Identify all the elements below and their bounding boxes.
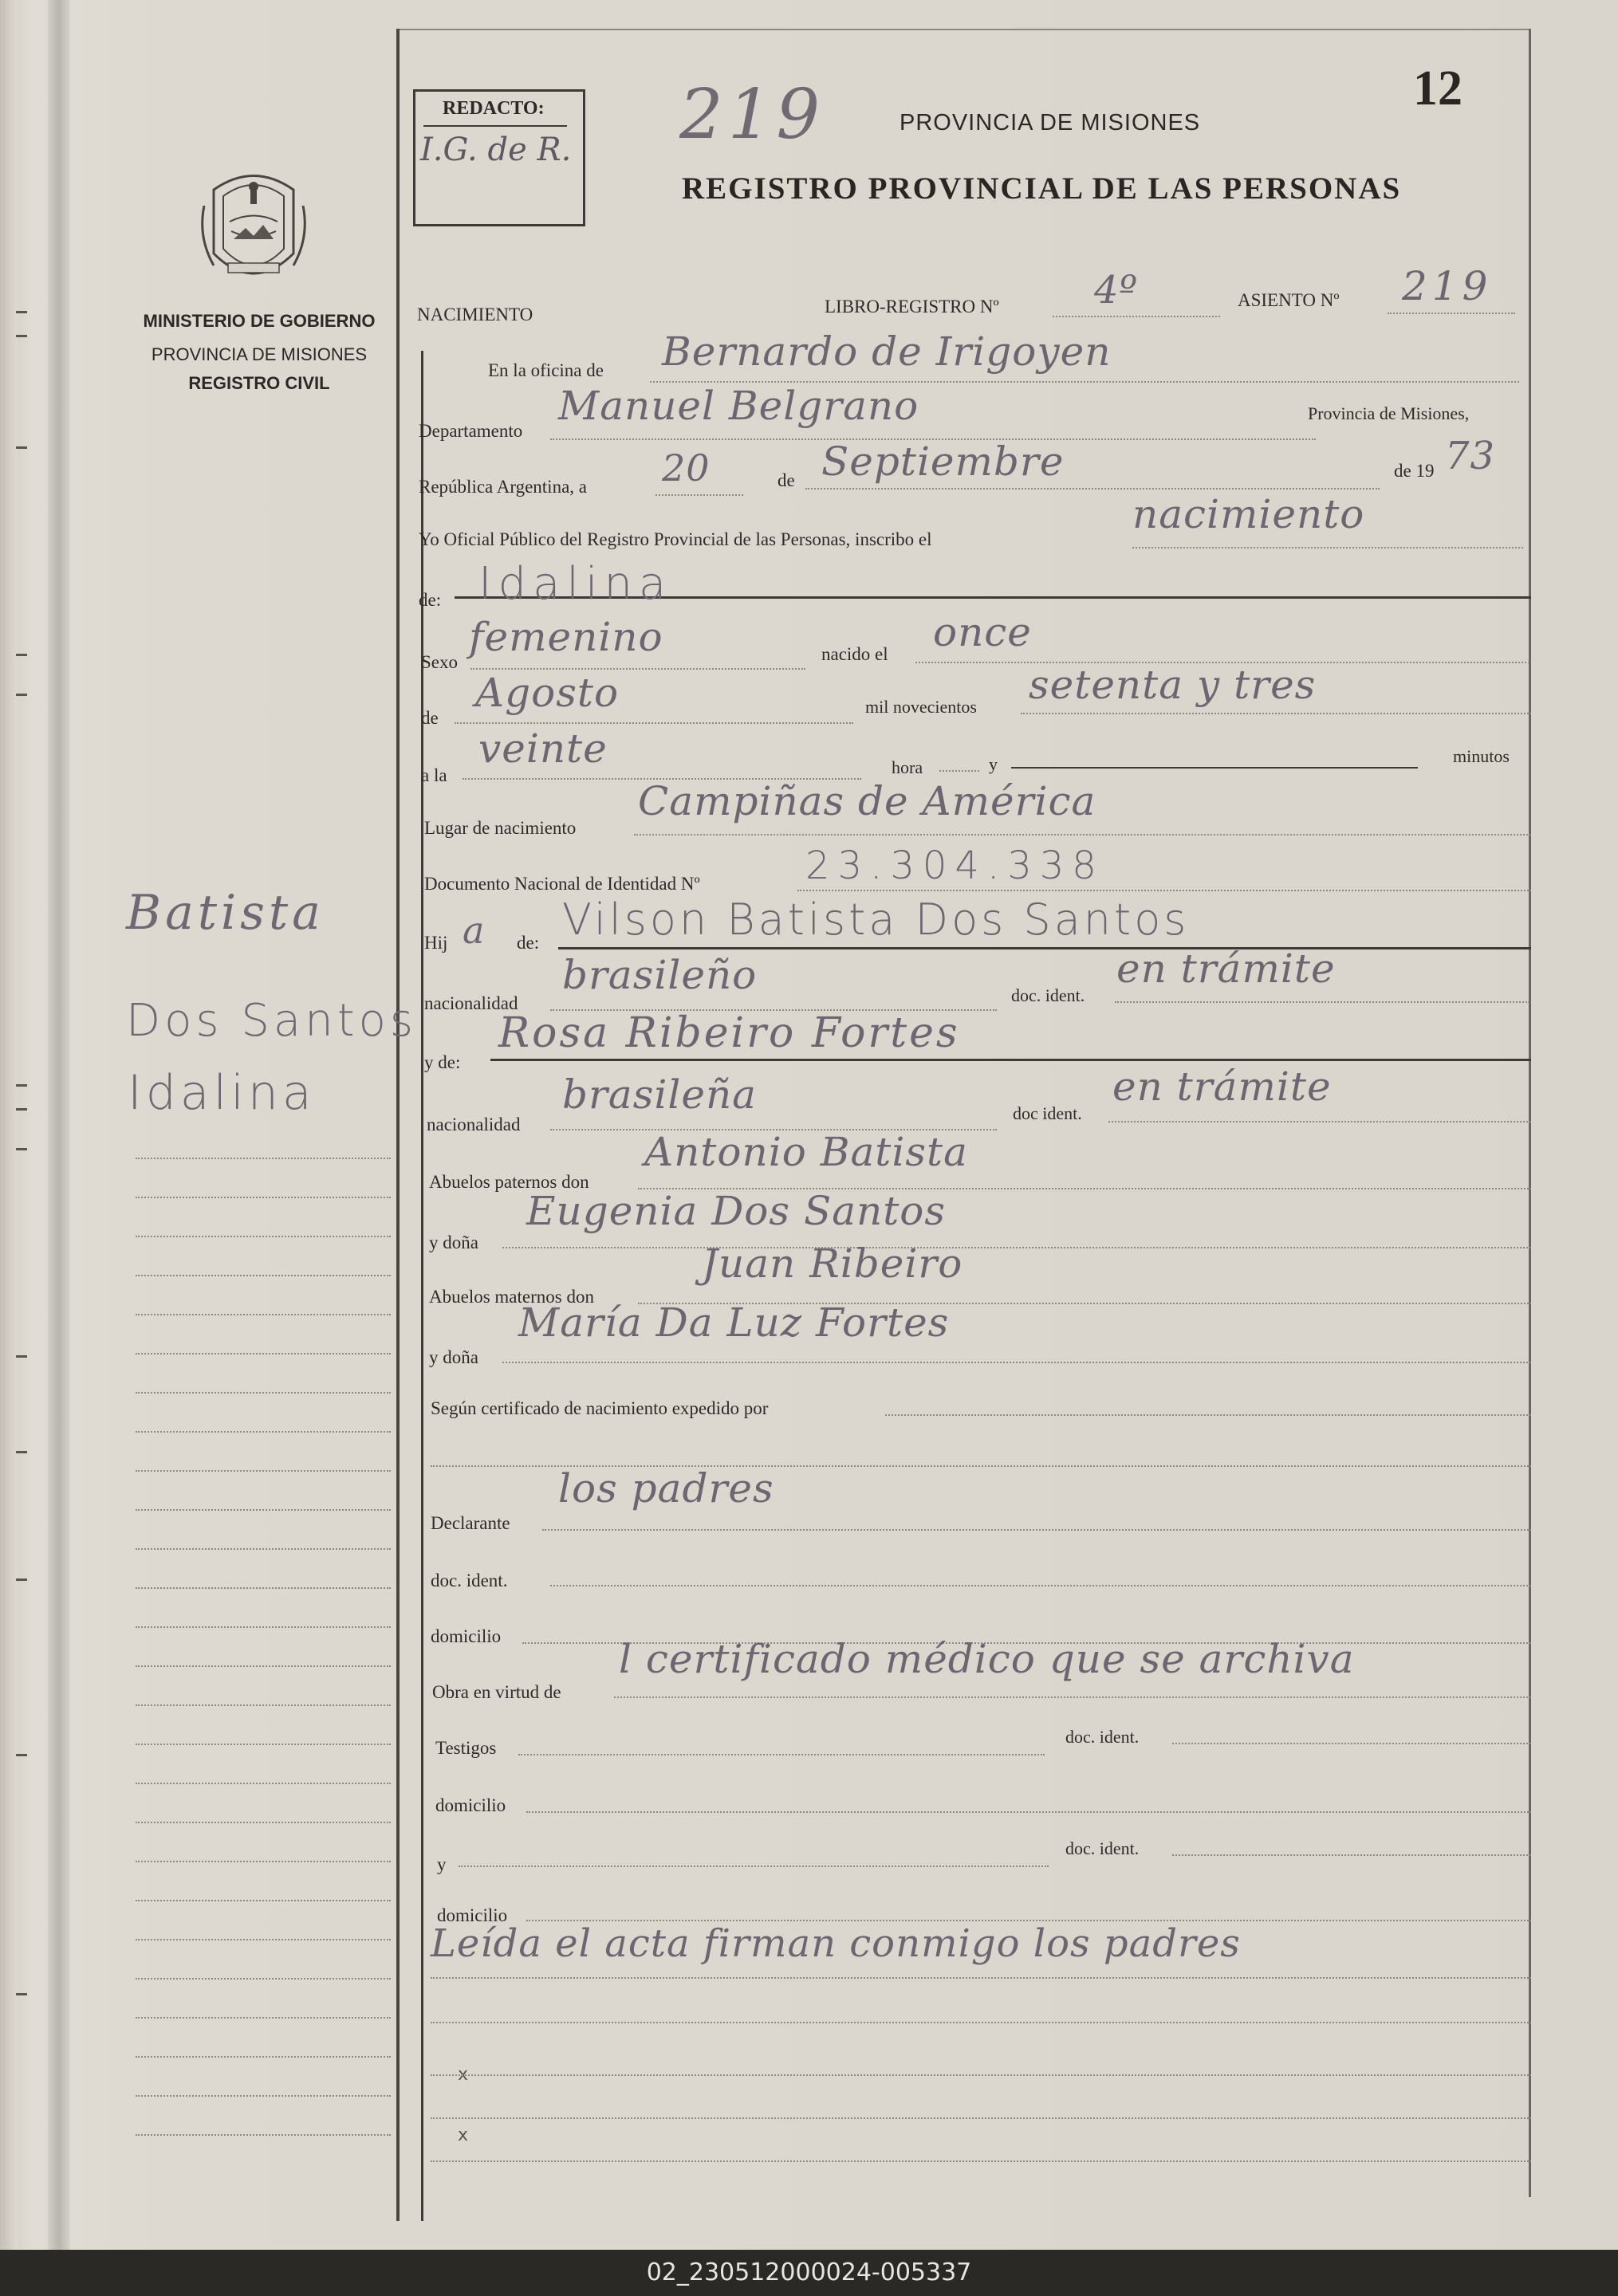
margin-ruled-line xyxy=(136,1548,391,1550)
registry-title: REGISTRO PROVINCIAL DE LAS PERSONAS xyxy=(682,171,1402,206)
margin-note-surname: Batista xyxy=(126,885,325,941)
abuelos-mat-label: Abuelos maternos don xyxy=(429,1287,594,1307)
binding-nick xyxy=(16,694,27,696)
margin-ruled-line xyxy=(136,1197,391,1198)
mil-value: setenta y tres xyxy=(1029,662,1317,708)
binding-nick xyxy=(16,1108,27,1111)
form-frame-top xyxy=(396,29,1529,30)
declarante-doc-label: doc. ident. xyxy=(431,1571,508,1590)
margin-ruled-line xyxy=(136,1236,391,1237)
margin-ruled-line xyxy=(136,1861,391,1862)
segun-line xyxy=(885,1414,1531,1416)
margin-ruled-line xyxy=(136,1665,391,1667)
margin-ruled-line xyxy=(136,1314,391,1315)
declarante-doc-line xyxy=(550,1585,1531,1586)
margin-ruled-line xyxy=(136,2017,391,2019)
margin-ruled-line xyxy=(136,1822,391,1823)
mother-nat-value: brasileña xyxy=(562,1071,757,1118)
departamento-label: Departamento xyxy=(419,421,523,441)
mother-line xyxy=(490,1059,1531,1061)
nacido-label: nacido el xyxy=(821,644,888,664)
obra-label: Obra en virtud de xyxy=(432,1682,561,1702)
mother-doc-line xyxy=(1108,1121,1531,1122)
ministry-line-1: MINISTERIO DE GOBIERNO xyxy=(143,311,376,331)
mil-label: mil novecientos xyxy=(865,697,977,717)
asiento-label: ASIENTO Nº xyxy=(1238,290,1340,310)
abuela-mat-line xyxy=(502,1362,1531,1363)
mother-value: Rosa Ribeiro Fortes xyxy=(498,1009,960,1057)
dni-label: Documento Nacional de Identidad Nº xyxy=(424,874,700,894)
signature-line-3 xyxy=(431,2117,1531,2119)
margin-ruled-line xyxy=(136,1275,391,1276)
yde-label: y de: xyxy=(424,1052,461,1072)
binding-nick xyxy=(16,654,27,656)
testigo2-line xyxy=(459,1866,1049,1867)
ministry-line-2: PROVINCIA DE MISIONES xyxy=(151,344,368,364)
departamento-value: Manuel Belgrano xyxy=(558,383,919,429)
margin-ruled-line xyxy=(136,2056,391,2058)
margin-ruled-line xyxy=(136,1939,391,1940)
margin-ruled-line xyxy=(136,1353,391,1354)
margin-ruled-line xyxy=(136,1470,391,1472)
testigo1-domicilio-label: domicilio xyxy=(435,1795,506,1815)
margin-ruled-line xyxy=(136,1978,391,1980)
crest-icon xyxy=(198,166,309,293)
binding-nick xyxy=(16,1148,27,1150)
libro-line xyxy=(1053,316,1220,317)
segun-label: Según certificado de nacimiento expedido por xyxy=(431,1398,769,1418)
signature-x-mark-2: x xyxy=(458,2125,469,2145)
obra-value: l certificado médico que se archiva xyxy=(619,1636,1355,1682)
abuela-pat-value: Eugenia Dos Santos xyxy=(526,1188,947,1234)
page-number: 12 xyxy=(1413,61,1462,116)
mother-doc-label: doc ident. xyxy=(1013,1103,1082,1123)
province-title: PROVINCIA DE MISIONES xyxy=(900,110,1201,136)
binding-nick xyxy=(16,446,27,449)
margin-ruled-line xyxy=(136,1783,391,1784)
hora-dash xyxy=(939,770,979,772)
testigo2-doc-line xyxy=(1172,1854,1531,1856)
declarante-line xyxy=(542,1529,1531,1531)
margin-ruled-line xyxy=(136,1626,391,1628)
father-line xyxy=(558,947,1531,949)
lugar-label: Lugar de nacimiento xyxy=(424,818,577,838)
abuelo-pat-value: Antonio Batista xyxy=(644,1129,968,1175)
form-frame-left xyxy=(396,29,400,2221)
margin-ruled-line xyxy=(136,1587,391,1589)
closing-line xyxy=(431,1977,1531,1979)
margin-ruled-line xyxy=(136,1704,391,1706)
ydona-pat-label: y doña xyxy=(429,1233,478,1252)
oficial-text: Yo Oficial Público del Registro Provincial de las Personas, inscribo el xyxy=(419,529,932,549)
binding-nick xyxy=(16,1754,27,1756)
binding-nick xyxy=(16,1355,27,1358)
hija-suffix: a xyxy=(463,909,486,952)
lugar-value: Campiñas de América xyxy=(638,778,1096,824)
redacto-value: I.G. de R. xyxy=(420,132,572,168)
binding-nick xyxy=(16,311,27,313)
testigo2-domicilio-label: domicilio xyxy=(437,1905,508,1925)
margin-ruled-line xyxy=(136,1158,391,1159)
page-left-edge xyxy=(0,0,18,2250)
hija-de-label: de: xyxy=(517,933,540,953)
margin-ruled-line xyxy=(136,2134,391,2136)
month-value: Septiembre xyxy=(821,438,1065,485)
de-label: de xyxy=(778,470,795,490)
inscribo-value: nacimiento xyxy=(1132,491,1365,537)
ala-label: a la xyxy=(421,765,447,785)
declarante-label: Declarante xyxy=(431,1513,510,1533)
redacto-box xyxy=(413,89,585,226)
binding-nick xyxy=(16,335,27,337)
father-doc-label: doc. ident. xyxy=(1011,985,1085,1005)
nacimiento-label: NACIMIENTO xyxy=(417,305,533,324)
form-frame-inner xyxy=(421,351,423,2221)
mother-doc-value: en trámite xyxy=(1112,1063,1332,1110)
lugar-line xyxy=(634,834,1531,835)
margin-ruled-line xyxy=(136,1392,391,1394)
record-number-handwritten: 219 xyxy=(679,75,825,155)
father-nat-value: brasileño xyxy=(562,952,758,998)
minutos-label: minutos xyxy=(1453,746,1510,766)
asiento-line xyxy=(1388,313,1515,314)
binding-gutter xyxy=(48,0,70,2250)
redacto-underline xyxy=(423,125,567,127)
closing-statement: Leída el acta firman conmigo los padres xyxy=(431,1921,1241,1966)
de-name-label: de: xyxy=(419,590,442,610)
image-id-footer: 02_230512000024-005337 xyxy=(0,2250,1618,2296)
name-value: Idalina xyxy=(478,558,673,610)
day-line xyxy=(655,494,743,496)
hija-label: Hij xyxy=(424,933,448,953)
year-value: 73 xyxy=(1445,434,1496,478)
margin-ruled-line xyxy=(136,1744,391,1745)
testigo2-doc-label: doc. ident. xyxy=(1065,1838,1140,1858)
hora-value: veinte xyxy=(478,725,608,772)
testigo1-line xyxy=(518,1754,1045,1755)
signature-line-2 xyxy=(431,2074,1531,2076)
father-doc-value: en trámite xyxy=(1116,946,1336,992)
hora-label: hora xyxy=(892,757,923,777)
redacto-label: REDACTO: xyxy=(443,98,545,119)
binding-nick xyxy=(16,1578,27,1581)
abuela-mat-value: María Da Luz Fortes xyxy=(518,1299,950,1346)
libro-value: 4º xyxy=(1094,268,1139,313)
y-label: y xyxy=(989,754,998,774)
birth-month-line xyxy=(455,722,853,724)
de19-label: de 19 xyxy=(1394,461,1435,481)
testigos-label: Testigos xyxy=(435,1738,497,1758)
margin-ruled-line xyxy=(136,1431,391,1433)
father-doc-line xyxy=(1115,1001,1529,1003)
month-line xyxy=(805,488,1380,489)
asiento-value: 219 xyxy=(1402,263,1493,309)
form-frame-right xyxy=(1529,29,1531,2197)
oficina-label: En la oficina de xyxy=(488,360,604,380)
signature-x-mark-1: x xyxy=(458,2065,469,2085)
binding-nick xyxy=(16,1451,27,1453)
oficina-value: Bernardo de Irigoyen xyxy=(662,328,1112,375)
provincia-label: Provincia de Misiones, xyxy=(1308,403,1470,423)
testigo1-domicilio-line xyxy=(526,1811,1531,1813)
signature-line-4 xyxy=(431,2160,1531,2162)
dni-value: 23.304.338 xyxy=(805,843,1104,888)
father-value: Vilson Batista Dos Santos xyxy=(562,894,1190,945)
signature-line-1 xyxy=(431,2022,1531,2023)
minutos-line xyxy=(1011,767,1418,769)
ydona-mat-label: y doña xyxy=(429,1347,478,1367)
day-value: 20 xyxy=(662,446,711,489)
binding-nick xyxy=(16,1993,27,1995)
margin-note-name: Idalina xyxy=(128,1065,316,1121)
declarante-value: los padres xyxy=(558,1465,774,1512)
dni-line xyxy=(797,890,1531,891)
abuelos-pat-label: Abuelos paternos don xyxy=(429,1172,589,1192)
ministry-line-3: REGISTRO CIVIL xyxy=(188,373,330,393)
abuela-pat-line xyxy=(502,1247,1531,1248)
father-nacionalidad-label: nacionalidad xyxy=(424,993,518,1013)
margin-ruled-line xyxy=(136,2095,391,2097)
margin-ruled-line xyxy=(136,1900,391,1901)
sexo-label: Sexo xyxy=(421,652,458,672)
birth-month-value: Agosto xyxy=(475,670,620,716)
obra-line xyxy=(614,1696,1531,1698)
de-month-label: de xyxy=(421,708,439,728)
libro-label: LIBRO-REGISTRO Nº xyxy=(825,297,999,316)
abuelo-mat-value: Juan Ribeiro xyxy=(702,1240,963,1287)
republica-label: República Argentina, a xyxy=(419,477,587,497)
mother-nacionalidad-label: nacionalidad xyxy=(427,1115,521,1134)
inscribo-line xyxy=(1132,547,1523,548)
margin-note-surname-2: Dos Santos xyxy=(126,995,418,1047)
testigo1-doc-label: doc. ident. xyxy=(1065,1727,1140,1747)
mil-line xyxy=(1021,713,1531,714)
testigo1-doc-line xyxy=(1172,1743,1531,1744)
margin-ruled-line xyxy=(136,1509,391,1511)
sexo-value: femenino xyxy=(469,614,663,660)
y-testigo-label: y xyxy=(437,1854,447,1874)
declarante-domicilio-label: domicilio xyxy=(431,1626,502,1646)
binding-nick xyxy=(16,1084,27,1087)
nacido-value: once xyxy=(933,609,1032,655)
